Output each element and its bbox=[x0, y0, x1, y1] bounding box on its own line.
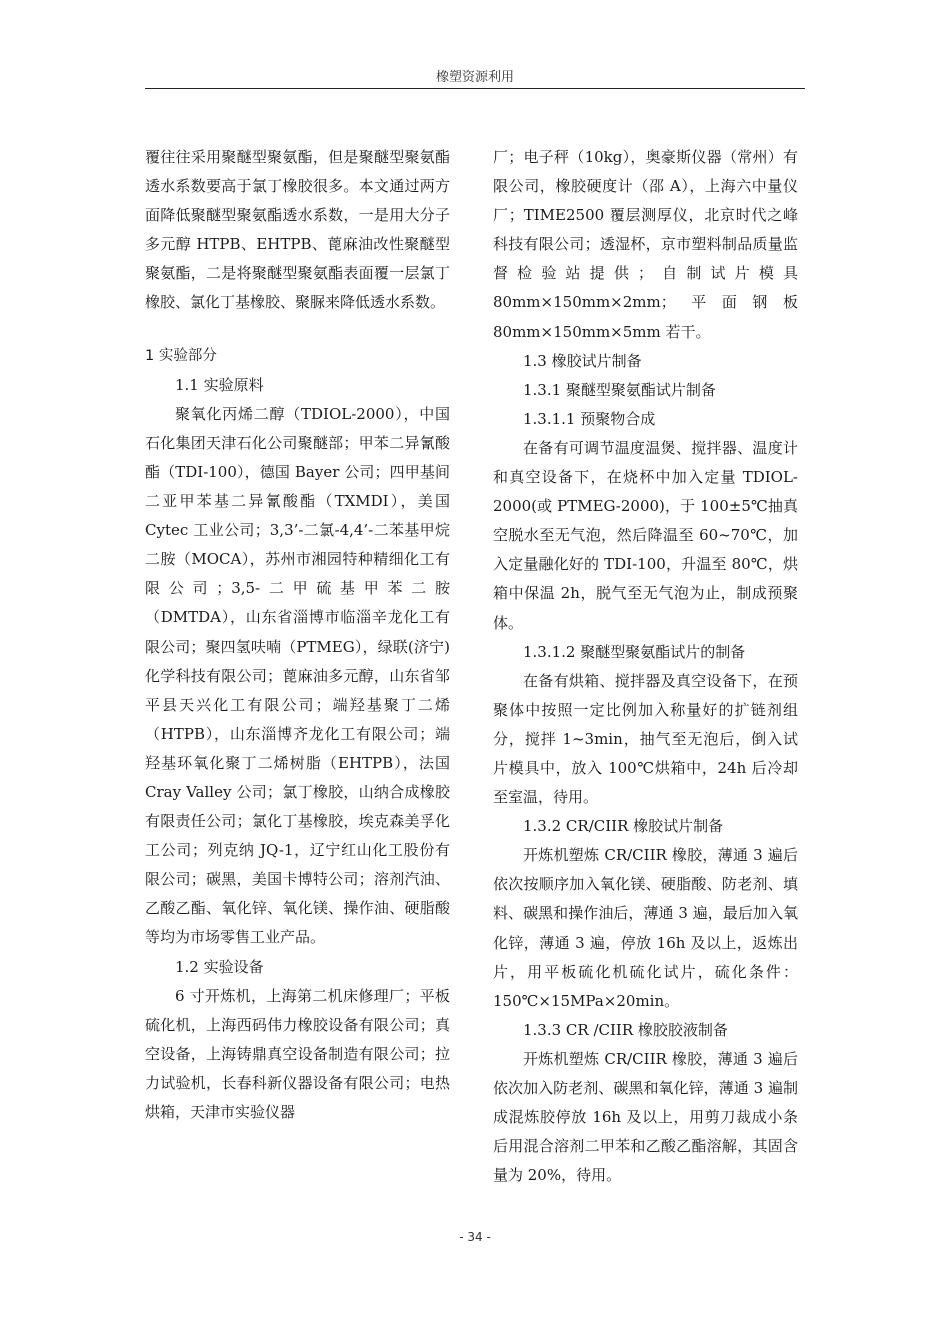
pu-sheet-paragraph: 在备有烘箱、搅拌器及真空设备下，在预聚体中按照一定比例加入称量好的扩链剂组分，搅拌 1~3min，抽气至无泡后，倒入试片模具中，放入 100℃烘箱中，24h 后冷却至室温，待用。 bbox=[493, 671, 798, 807]
subsection-heading-sample-prep: 1.3 橡胶试片制备 bbox=[523, 351, 642, 370]
subsection-heading-materials: 1.1 实验原料 bbox=[175, 375, 264, 394]
right-column bbox=[493, 143, 798, 1190]
intro-paragraph: 覆往往采用聚醚型聚氨酯，但是聚醚型聚氨酯透水系数要高于氯丁橡胶很多。本文通过两方面降低聚醚型聚氨酯透水系数，一是用大分子多元醇 HTPB、EHTPB、蓖麻油改性聚醚型聚氨酯，二是将聚醚型聚氨酯表面覆一层氯丁橡胶、氯化丁基橡胶、聚脲来降低透水系数。 bbox=[145, 148, 450, 312]
cr-sheet-paragraph: 开炼机塑炼 CR/CIIR 橡胶，薄通 3 遍后依次按顺序加入氧化镁、硬脂酸、防老剂、填料、碳黑和操作油后，薄通 3 遍，最后加入氧化锌，薄通 3 遍，停放 16h 及以上，返炼出片，用平板硫化机硫化试片，硫化条件：150℃×15MPa×20min。 bbox=[493, 846, 798, 1010]
page-number: - 34 - bbox=[459, 1230, 491, 1244]
subsection-heading-pu-sheet-prep: 1.3.1.2 聚醚型聚氨酯试片的制备 bbox=[523, 642, 746, 661]
subsection-heading-equipment: 1.2 实验设备 bbox=[175, 957, 264, 976]
left-column bbox=[145, 143, 450, 1127]
section-heading-experimental: 1 实验部分 bbox=[145, 347, 217, 364]
running-header: 橡塑资源利用 bbox=[435, 70, 514, 85]
equipment-paragraph-continued: 厂；电子秤（10kg），奥豪斯仪器（常州）有限公司，橡胶硬度计（邵 A），上海六中量仪厂；TIME2500 覆层测厚仪，北京时代之峰科技有限公司；透湿杯，京市塑料制品质量监督检验站提供；自制试片模具 80mm×150mm×2mm；平面钢板 80mm×150mm×5mm 若干。 bbox=[493, 148, 798, 341]
header-rule bbox=[145, 88, 805, 89]
equipment-paragraph: 6 寸开炼机，上海第二机床修理厂；平板硫化机，上海西码伟力橡胶设备有限公司；真空设备，上海铸鼎真空设备制造有限公司；拉力试验机，长春科新仪器设备有限公司；电热烘箱，天津市实验仪器 bbox=[145, 986, 450, 1121]
materials-paragraph: 聚氧化丙烯二醇（TDIOL-2000），中国石化集团天津石化公司聚醚部；甲苯二异氰酸酯（TDI-100），德国 Bayer 公司；四甲基间二亚甲苯基二异氰酸酯（TXMDI），美国 Cytec 工业公司；3,3’-二氯-4,4’-二苯基甲烷二胺（MOCA），苏州市湘园特种精细化工有限公司；3,5-二甲硫基甲苯二胺（DMTDA），山东省淄博市临淄辛龙化工有限公司；聚四氢呋喃（PTMEG），绿联(济宁)化学科技有限公司；蓖麻油多元醇，山东省邹平县天兴化工有限公司；端羟基聚丁二烯（HTPB），山东淄博齐龙化工有限公司；端羟基环氧化聚丁二烯树脂（EHTPB），法国 Cray Valley 公司；氯丁橡胶，山纳合成橡胶有限责任公司；氯化丁基橡胶，埃克森美孚化工公司；列克纳 JQ-1，辽宁红山化工股份有限公司；碳黑，美国卡博特公司；溶剂汽油、乙酸乙酯、氧化锌、氧化镁、操作油、硬脂酸等均为市场零售工业产品。 bbox=[145, 404, 450, 947]
subsection-heading-cr-solution: 1.3.3 CR /CIIR 橡胶胶液制备 bbox=[523, 1020, 728, 1039]
subsection-heading-pu-sheet: 1.3.1 聚醚型聚氨酯试片制备 bbox=[523, 380, 716, 399]
subsection-heading-prepolymer: 1.3.1.1 预聚物合成 bbox=[523, 409, 656, 428]
subsection-heading-cr-sheet: 1.3.2 CR/CIIR 橡胶试片制备 bbox=[523, 817, 724, 836]
cr-solution-paragraph: 开炼机塑炼 CR/CIIR 橡胶，薄通 3 遍后依次加入防老剂、碳黑和氧化锌，薄通 3 遍制成混炼胶停放 16h 及以上，用剪刀裁成小条后用混合溶剂二甲苯和乙酸乙酯溶解，其固含量为 20%，待用。 bbox=[493, 1049, 798, 1185]
prepolymer-paragraph: 在备有可调节温度温煲、搅拌器、温度计和真空设备下，在烧杯中加入定量 TDIOL-2000(或 PTMEG-2000)，于 100±5℃抽真空脱水至无气泡，然后降温至 60~70℃，加入定量融化好的 TDI-100，升温至 80℃，烘箱中保温 2h，脱气至无气泡为止，制成预聚体。 bbox=[493, 438, 798, 632]
